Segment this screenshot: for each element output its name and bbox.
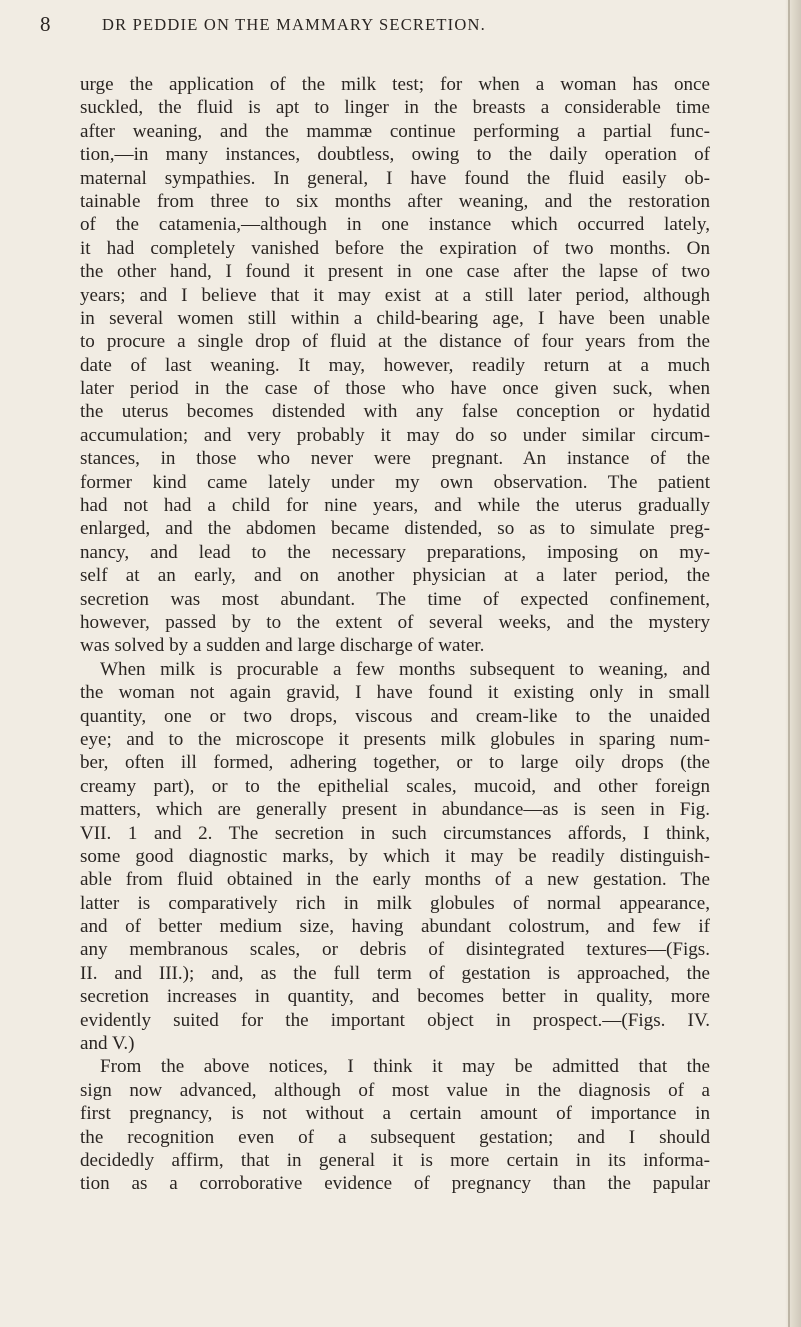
text-line: secretion increases in quantity, and becomes better in quality, more bbox=[80, 986, 710, 1008]
text-line: the woman not again gravid, I have found it existing only in small bbox=[80, 682, 710, 704]
text-line: the other hand, I found it present in one case after the lapse of two bbox=[80, 261, 710, 283]
text-line: suckled, the fluid is apt to linger in the breasts a considerable time bbox=[80, 97, 710, 119]
text-line: had not had a child for nine years, and while the uterus gradually bbox=[80, 495, 710, 517]
text-line: matters, which are generally present in abundance—as is seen in Fig. bbox=[80, 799, 710, 821]
text-line: in several women still within a child-bearing age, I have been unable bbox=[80, 307, 710, 329]
text-line: eye; and to the microscope it presents milk globules in sparing num- bbox=[80, 728, 710, 750]
text-line: decidedly affirm, that in general it is more certain in its informa- bbox=[80, 1149, 710, 1171]
text-line: latter is comparatively rich in milk globules of normal appearance, bbox=[80, 892, 710, 914]
text-line: the recognition even of a subsequent gestation; and I should bbox=[80, 1126, 710, 1148]
text-line: however, passed by to the extent of several weeks, and the mystery bbox=[80, 611, 710, 633]
text-line: sign now advanced, although of most value in the diagnosis of a bbox=[80, 1079, 710, 1101]
text-line: after weaning, and the mammæ continue performing a partial func- bbox=[80, 120, 710, 142]
text-line: creamy part), or to the epithelial scales, mucoid, and other foreign bbox=[80, 775, 710, 797]
text-line: date of last weaning. It may, however, readily return at a much bbox=[80, 354, 710, 376]
text-line: II. and III.); and, as the full term of gestation is approached, the bbox=[80, 962, 710, 984]
body-text bbox=[80, 73, 710, 1196]
running-head: DR PEDDIE ON THE MAMMARY SECRETION. bbox=[102, 15, 486, 34]
text-line: any membranous scales, or debris of disintegrated textures—(Figs. bbox=[80, 939, 710, 961]
text-line: evidently suited for the important object in prospect.—(Figs. IV. bbox=[80, 1009, 710, 1031]
text-line: From the above notices, I think it may be admitted that the bbox=[100, 1056, 710, 1078]
text-line: urge the application of the milk test; for when a woman has once bbox=[80, 74, 710, 95]
text-line: nancy, and lead to the necessary preparations, imposing on my- bbox=[80, 541, 710, 563]
text-line: years; and I believe that it may exist at a still later period, although bbox=[80, 284, 710, 306]
text-line: ber, often ill formed, adhering together, or to large oily drops (the bbox=[80, 752, 710, 774]
text-line: VII. 1 and 2. The secretion in such circumstances affords, I think, bbox=[80, 822, 710, 844]
text-line: self at an early, and on another physician at a later period, the bbox=[80, 565, 710, 587]
text-line: to procure a single drop of fluid at the distance of four years from the bbox=[80, 331, 710, 353]
text-line: tion as a corroborative evidence of pregnancy than the papular bbox=[80, 1173, 710, 1195]
text-line: maternal sympathies. In general, I have found the fluid easily ob- bbox=[80, 167, 710, 189]
text-line: accumulation; and very probably it may do so under similar circum- bbox=[80, 424, 710, 446]
page-header bbox=[40, 12, 740, 42]
text-line: stances, in those who never were pregnant. An instance of the bbox=[80, 448, 710, 470]
text-line: When milk is procurable a few months subsequent to weaning, and bbox=[100, 658, 710, 680]
text-line: and of better medium size, having abundant colostrum, and few if bbox=[80, 916, 710, 938]
text-line: tainable from three to six months after weaning, and the restoration bbox=[80, 190, 710, 212]
text-line: of the catamenia,—although in one instance which occurred lately, bbox=[80, 214, 710, 236]
page-number: 8 bbox=[40, 12, 51, 36]
page-edge-shadow bbox=[788, 0, 790, 1327]
text-line: was solved by a sudden and large discharge of water. bbox=[80, 635, 485, 657]
text-line: former kind came lately under my own observation. The patient bbox=[80, 471, 710, 493]
text-line: tion,—in many instances, doubtless, owing to the daily operation of bbox=[80, 144, 710, 166]
text-line: enlarged, and the abdomen became distended, so as to simulate preg- bbox=[80, 518, 710, 540]
text-line: some good diagnostic marks, by which it may be readily distinguish- bbox=[80, 845, 710, 867]
text-line: later period in the case of those who have once given suck, when bbox=[80, 378, 710, 400]
text-line: quantity, one or two drops, viscous and cream-like to the unaided bbox=[80, 705, 710, 727]
text-line: and V.) bbox=[80, 1033, 135, 1055]
text-line: the uterus becomes distended with any false conception or hydatid bbox=[80, 401, 710, 423]
text-line: first pregnancy, is not without a certain amount of importance in bbox=[80, 1103, 710, 1125]
text-line: it had completely vanished before the expiration of two months. On bbox=[80, 237, 710, 259]
text-line: able from fluid obtained in the early months of a new gestation. The bbox=[80, 869, 710, 891]
text-line: secretion was most abundant. The time of expected confinement, bbox=[80, 588, 710, 610]
